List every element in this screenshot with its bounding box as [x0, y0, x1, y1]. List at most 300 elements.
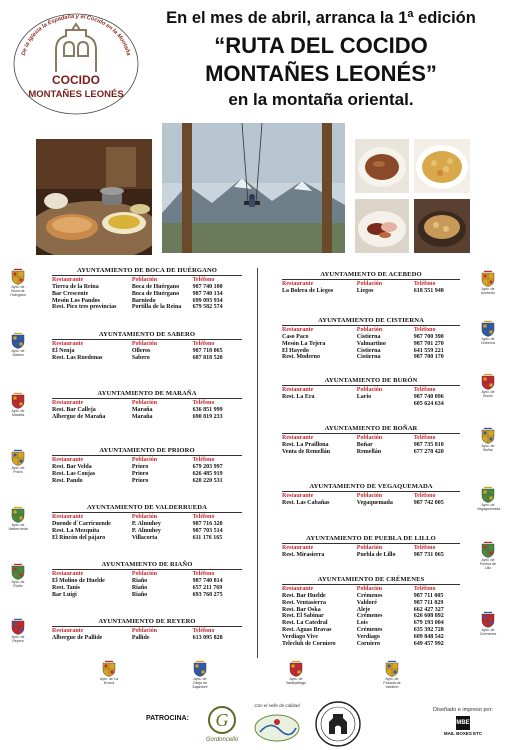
restaurant-town: Remellán	[356, 448, 382, 455]
restaurant-phone: 987 740 100	[192, 284, 223, 291]
coat-of-arms-reyero: Ayto. de Reyero	[7, 618, 29, 643]
coat-of-arms-prioro: Ayto. de Prioro	[7, 449, 29, 474]
restaurant-phone: 677 278 420	[413, 448, 444, 455]
table-header-row	[282, 493, 460, 500]
col-town: Población	[131, 571, 158, 578]
photo-soup	[355, 139, 409, 193]
table-row	[52, 471, 242, 478]
section-cremenes	[282, 577, 460, 647]
section-title: AYUNTAMIENTO DE SABERO	[52, 332, 242, 340]
table-row	[282, 394, 460, 401]
col-restaurant: Restaurante	[282, 545, 314, 552]
table-header-row	[52, 457, 242, 464]
restaurant-name: El Nenja	[52, 348, 75, 355]
col-town: Población	[131, 514, 158, 521]
section-title: AYUNTAMIENTO DE BOCA DE HUÉRGANO	[52, 268, 242, 276]
shield-icon	[11, 332, 25, 349]
restaurant-town: Lois	[356, 620, 368, 627]
table-row	[282, 620, 460, 627]
restaurant-town: Aleje	[356, 606, 371, 613]
section-title: AYUNTAMIENTO DE PUEBLA DE LILLO	[282, 536, 460, 544]
restaurant-phone: 620 220 531	[192, 477, 223, 484]
restaurant-phone: 690 819 233	[192, 413, 223, 420]
restaurant-name: Caso Paco	[282, 334, 309, 341]
restaurant-name: Tierra de la Reina	[52, 284, 99, 291]
svg-text:COCIDO: COCIDO	[52, 73, 100, 87]
restaurant-phone-2: 605 624 634	[413, 400, 444, 407]
restaurant-name: La Bolera de Liegos	[282, 288, 334, 295]
table-row	[282, 449, 460, 456]
restaurant-table	[52, 514, 242, 541]
gordoncello-logo	[197, 703, 247, 747]
col-phone: Teléfono	[413, 387, 436, 394]
coat-of-arms-riano: Ayto. de Riaño	[7, 563, 29, 588]
coat-of-arms-vegaquemada: Ayto. de Vegaquemada	[477, 486, 499, 511]
coat-of-arms-valderrueda: Ayto. de Valderrueda	[7, 506, 29, 531]
restaurant-table	[282, 327, 460, 361]
col-town: Población	[356, 281, 383, 288]
col-town: Población	[131, 457, 158, 464]
restaurant-phone: 987 711 029	[413, 599, 444, 606]
table-row	[52, 578, 242, 585]
restaurant-name: Rest. Las Ruedonas	[52, 354, 103, 361]
restaurant-phone: 987 700 390	[413, 334, 444, 341]
table-header-row	[52, 277, 242, 284]
quality-seal-logo	[252, 703, 302, 747]
section-title: AYUNTAMIENTO DE VEGAQUEMADA	[282, 484, 460, 492]
restaurant-name: Verdiago Vive	[282, 633, 318, 640]
restaurant-phone: 693 768 275	[192, 591, 223, 598]
section-title: AYUNTAMIENTO DE VALDERRUEDA	[52, 505, 242, 513]
shield-icon	[11, 618, 25, 635]
coat-of-arms-la-ercina: Ayto. de La Ercina	[98, 660, 120, 685]
section-reyero	[52, 619, 242, 642]
designed-by-label: Diseñado e impreso por:	[433, 707, 493, 713]
restaurant-town: Cistierna	[356, 347, 381, 354]
sponsor-label: PATROCINA:	[146, 715, 189, 722]
restaurant-phone: 611 176 165	[192, 534, 223, 541]
restaurant-name: Rest. Las Cabañas	[282, 500, 330, 507]
restaurant-name: El Molino de Huelde	[52, 578, 105, 585]
col-phone: Teléfono	[413, 327, 436, 334]
restaurant-town: Boñar	[356, 442, 373, 449]
table-header-row	[282, 586, 460, 593]
restaurant-name: Mesón La Tejera	[282, 340, 326, 347]
restaurant-name: Rest. Pando	[52, 477, 83, 484]
col-restaurant: Restaurante	[52, 400, 84, 407]
restaurant-phone: 987 703 514	[192, 527, 223, 534]
table-row	[52, 284, 242, 291]
shield-icon	[481, 541, 495, 558]
table-row	[282, 341, 460, 348]
restaurant-name: Rest. La Era	[282, 394, 315, 401]
church-seal-logo	[313, 700, 363, 748]
headline-line-2: “RUTA DEL COCIDO	[214, 33, 428, 58]
restaurant-table	[52, 628, 242, 642]
restaurant-phone: 987 700 170	[413, 354, 444, 361]
col-restaurant: Restaurante	[282, 387, 314, 394]
restaurant-table	[282, 435, 460, 455]
section-title: AYUNTAMIENTO DE CISTIERNA	[282, 318, 460, 326]
restaurant-town: Maraña	[131, 407, 153, 414]
col-phone: Teléfono	[192, 457, 215, 464]
restaurant-town: Crémenes	[356, 613, 383, 620]
photo-cocido-table	[36, 139, 152, 255]
restaurant-name: Venta de Remellán	[282, 448, 331, 455]
table-header-row	[282, 545, 460, 552]
col-restaurant: Restaurante	[52, 571, 84, 578]
restaurant-town: Valmartino	[356, 340, 386, 347]
table-row	[282, 354, 460, 361]
restaurant-name: Rest. Bar Velda	[52, 464, 92, 471]
col-phone: Teléfono	[413, 586, 436, 593]
restaurant-name: Rest. Mirasierra	[282, 552, 325, 559]
photo-meat-plate	[355, 199, 409, 253]
restaurant-phone: 626 485 919	[192, 470, 223, 477]
headline-line-4: en la montaña oriental.	[228, 90, 414, 109]
col-restaurant: Restaurante	[52, 457, 84, 464]
shield-icon	[481, 320, 495, 337]
section-cistierna	[282, 318, 460, 361]
table-row	[52, 348, 242, 355]
table-header-row	[282, 327, 460, 334]
coat-of-arms-posada-de-valdeon: Ayto. de Posada de Valdeón	[381, 660, 403, 690]
restaurant-town: Vegaquemada	[356, 500, 393, 507]
section-valderrueda	[52, 505, 242, 541]
col-restaurant: Restaurante	[52, 341, 84, 348]
section-prioro	[52, 448, 242, 484]
coat-of-arms-puebla-de-lillo: Ayto. de Puebla de Lillo	[477, 541, 499, 571]
restaurant-phone: 609 848 542	[413, 633, 444, 640]
photo-chickpeas	[414, 139, 470, 193]
section-title: AYUNTAMIENTO DE BURÓN	[282, 378, 460, 386]
table-row	[282, 442, 460, 449]
restaurant-town: Corniero	[356, 640, 380, 647]
restaurant-phone: 987 742 005	[413, 500, 444, 507]
restaurant-phone: 987 740 134	[192, 290, 223, 297]
table-row	[52, 528, 242, 535]
coat-of-arms-bonar: Ayto. de Boñar	[477, 427, 499, 452]
shield-icon	[11, 449, 25, 466]
restaurant-phone: 635 392 728	[413, 627, 444, 634]
table-row	[282, 401, 460, 408]
table-row	[52, 635, 242, 642]
section-title: AYUNTAMIENTO DE BOÑAR	[282, 426, 460, 434]
restaurant-town: Olleros	[131, 348, 151, 355]
col-town: Población	[131, 277, 158, 284]
section-boca-de-huergano	[52, 268, 242, 311]
restaurant-phone: 613 095 828	[192, 635, 223, 642]
table-row	[282, 334, 460, 341]
restaurant-table	[282, 493, 460, 507]
restaurant-phone: 987 735 810	[413, 442, 444, 449]
restaurant-phone: 641 559 221	[413, 347, 444, 354]
table-row	[282, 348, 460, 355]
cocido-logo	[10, 8, 142, 116]
table-row	[282, 288, 460, 295]
coat-of-arms-buron: Ayto. de Burón	[477, 373, 499, 398]
restaurant-town: Maraña	[131, 413, 153, 420]
col-phone: Teléfono	[192, 400, 215, 407]
restaurant-town: Portilla de la Reina	[131, 304, 182, 311]
section-marana	[52, 391, 242, 421]
col-phone: Teléfono	[413, 493, 436, 500]
restaurant-phone: 679 582 574	[192, 304, 223, 311]
restaurant-town: Puebla de Lillo	[356, 552, 396, 559]
shield-icon	[289, 660, 303, 677]
col-town: Población	[131, 628, 158, 635]
table-row	[282, 641, 460, 648]
restaurant-name: Rest. Pico tres provincias	[52, 304, 117, 311]
col-town: Población	[356, 387, 383, 394]
col-restaurant: Restaurante	[282, 586, 314, 593]
col-restaurant: Restaurante	[282, 493, 314, 500]
printer-credit	[420, 707, 506, 747]
shield-icon	[481, 486, 495, 503]
table-row	[282, 607, 460, 614]
col-town: Población	[356, 493, 383, 500]
restaurant-town: Boca de Huérgano	[131, 284, 180, 291]
table-row	[282, 627, 460, 634]
table-header-row	[52, 341, 242, 348]
table-row	[52, 414, 242, 421]
restaurant-town: Boca de Huérgano	[131, 290, 180, 297]
shield-icon	[102, 660, 116, 677]
col-town: Población	[356, 586, 383, 593]
section-vegaquemada	[282, 484, 460, 507]
table-header-row	[282, 387, 460, 394]
table-header-row	[52, 400, 242, 407]
restaurant-town: Riaño	[131, 578, 148, 585]
restaurant-phone: 662 427 327	[413, 606, 444, 613]
restaurant-phone: 618 551 948	[413, 288, 444, 295]
table-header-row	[52, 514, 242, 521]
col-phone: Teléfono	[413, 545, 436, 552]
restaurant-town: Valdoré	[356, 599, 377, 606]
restaurant-town: Prioro	[131, 470, 149, 477]
table-row	[52, 478, 242, 485]
restaurant-phone: 987 716 320	[192, 521, 223, 528]
restaurant-town: P. Almuhey	[131, 521, 161, 528]
col-town: Población	[131, 400, 158, 407]
restaurant-name: Albergue de Pallide	[52, 635, 103, 642]
section-title: AYUNTAMIENTO DE RIAÑO	[52, 562, 242, 570]
table-row	[282, 600, 460, 607]
col-phone: Teléfono	[192, 571, 215, 578]
table-row	[52, 592, 242, 599]
restaurant-town: Riaño	[131, 591, 148, 598]
restaurant-town: Sabero	[131, 354, 150, 361]
restaurant-name: Rest. Bar Calleja	[52, 407, 96, 414]
restaurant-name: Mesón Los Pandos	[52, 297, 101, 304]
restaurant-name: Rest. Las Conjas	[52, 470, 96, 477]
shield-icon	[481, 373, 495, 390]
restaurant-town: Cistierna	[356, 354, 381, 361]
restaurant-name: El Rincón del pájaro	[52, 534, 106, 541]
restaurant-table	[282, 281, 460, 295]
restaurant-table	[282, 387, 460, 407]
restaurant-table	[52, 457, 242, 484]
restaurant-name: Bar Crescente	[52, 290, 89, 297]
restaurant-town: Villacorta	[131, 534, 158, 541]
headline	[128, 8, 514, 111]
photo-mountain-swing	[162, 123, 345, 253]
restaurant-name: Rest. Tanis	[52, 584, 81, 591]
printer-name: MAIL BOXES ETC	[443, 731, 483, 736]
restaurant-name: Rest. Bar Oska	[282, 606, 321, 613]
restaurant-name: Rest. La Mezquita	[52, 527, 100, 534]
coat-of-arms-acebedo: Ayto. de Acebedo	[477, 270, 499, 295]
restaurant-table	[282, 545, 460, 559]
col-town: Población	[356, 327, 383, 334]
table-row	[52, 355, 242, 362]
restaurant-name: Bar Luigi	[52, 591, 77, 598]
restaurant-name: Albergue de Maraña	[52, 413, 106, 420]
table-row	[52, 585, 242, 592]
col-restaurant: Restaurante	[282, 327, 314, 334]
section-sabero	[52, 332, 242, 362]
col-restaurant: Restaurante	[52, 277, 84, 284]
col-phone: Teléfono	[192, 277, 215, 284]
section-title: AYUNTAMIENTO DE ACEBEDO	[282, 272, 460, 280]
coat-of-arms-marana: Ayto. de Maraña	[7, 392, 29, 417]
table-row	[282, 593, 460, 600]
restaurant-name: Rest. Moderno	[282, 354, 320, 361]
svg-text:De la Iglesia la Espadaña y el: De la Iglesia la Espadaña y el Cocido en la Montaña	[20, 13, 132, 57]
coat-of-arms-sabero: Ayto. de Sabero	[7, 332, 29, 357]
quality-seal-caption: Con el sello de calidad	[254, 703, 300, 708]
restaurant-phone: 987 740 096	[413, 394, 444, 401]
table-row	[52, 464, 242, 471]
section-title: AYUNTAMIENTO DE MARAÑA	[52, 391, 242, 399]
table-header-row	[52, 571, 242, 578]
restaurant-town: Prioro	[131, 477, 149, 484]
section-riano	[52, 562, 242, 598]
table-row	[52, 298, 242, 305]
restaurant-name: Rest. Bar Huelde	[282, 593, 326, 600]
restaurant-town: Riaño	[131, 584, 148, 591]
restaurant-town: Pallide	[131, 635, 150, 642]
col-phone: Teléfono	[192, 341, 215, 348]
shield-icon	[193, 660, 207, 677]
col-phone: Teléfono	[192, 628, 215, 635]
restaurant-phone: 649 457 992	[413, 640, 444, 647]
svg-text:G: G	[215, 710, 229, 730]
col-phone: Teléfono	[192, 514, 215, 521]
table-header-row	[282, 435, 460, 442]
restaurant-town: Cistierna	[356, 334, 381, 341]
column-divider	[257, 268, 258, 658]
table-header-row	[52, 628, 242, 635]
restaurant-phone: 679 193 004	[413, 620, 444, 627]
col-phone: Teléfono	[413, 281, 436, 288]
coat-of-arms-valdepielago: Ayto. de Valdepiélago	[285, 660, 307, 685]
section-title: AYUNTAMIENTO DE PRIORO	[52, 448, 242, 456]
restaurant-table	[52, 571, 242, 598]
photo-stew-bowl	[414, 199, 470, 253]
section-puebla-de-lillo	[282, 536, 460, 559]
col-restaurant: Restaurante	[282, 281, 314, 288]
restaurant-town: Crémenes	[356, 593, 383, 600]
restaurant-name: Telecluh de Corniero	[282, 640, 336, 647]
table-row	[282, 552, 460, 559]
col-restaurant: Restaurante	[52, 514, 84, 521]
shield-icon	[481, 427, 495, 444]
col-restaurant: Restaurante	[52, 628, 84, 635]
restaurant-phone: 687 818 520	[192, 354, 223, 361]
table-row	[52, 407, 242, 414]
gordoncello-name: Gordoncello	[205, 737, 239, 743]
table-row	[52, 521, 242, 528]
col-town: Población	[131, 341, 158, 348]
section-acebedo	[282, 272, 460, 295]
restaurant-name: El Hayedo	[282, 347, 309, 354]
restaurant-phone: 987 711 005	[413, 593, 444, 600]
restaurant-town: Verdiago	[356, 633, 380, 640]
coat-of-arms-cistierna: Ayto. de Cistierna	[477, 320, 499, 345]
coat-of-arms-oseja-de-sajambre: Ayto. de Oseja de Sajambre	[189, 660, 211, 690]
section-buron	[282, 378, 460, 408]
table-row	[52, 291, 242, 298]
restaurant-name: Rest. Ventasierra	[282, 599, 326, 606]
restaurant-phone: 636 851 999	[192, 407, 223, 414]
section-title: AYUNTAMIENTO DE REYERO	[52, 619, 242, 627]
col-restaurant: Restaurante	[282, 435, 314, 442]
restaurant-table	[52, 277, 242, 311]
restaurant-phone: 699 093 934	[192, 297, 223, 304]
shield-icon	[481, 270, 495, 287]
restaurant-name: Rest. Aguas Bravas	[282, 627, 332, 634]
table-row	[282, 613, 460, 620]
section-bonar	[282, 426, 460, 456]
restaurant-table	[52, 400, 242, 420]
shield-icon	[11, 392, 25, 409]
shield-icon	[11, 563, 25, 580]
restaurant-town: P. Almuhey	[131, 527, 161, 534]
restaurant-phone: 987 701 270	[413, 340, 444, 347]
shield-icon	[11, 268, 25, 285]
shield-icon	[11, 506, 25, 523]
col-town: Población	[356, 435, 383, 442]
restaurant-town: Crémenes	[356, 627, 383, 634]
table-row	[52, 304, 242, 311]
shield-icon	[385, 660, 399, 677]
restaurant-phone: 679 203 997	[192, 464, 223, 471]
restaurant-town: Lario	[356, 394, 372, 401]
restaurant-phone: 987 718 065	[192, 348, 223, 355]
mbe-logo-icon: MBE	[456, 716, 470, 730]
restaurant-town: Liegos	[356, 288, 374, 295]
restaurant-name: Rest. La Praillona	[282, 442, 329, 449]
section-title: AYUNTAMIENTO DE CRÉMENES	[282, 577, 460, 585]
headline-line-1: En el mes de abril, arranca la 1ª edición	[166, 9, 476, 27]
table-row	[52, 535, 242, 542]
restaurant-town: Prioro	[131, 464, 149, 471]
restaurant-name: Duende d´Carricuende	[52, 521, 111, 528]
coat-of-arms-cremenes: Ayto. de Crémenes	[477, 611, 499, 636]
restaurant-phone: 626 608 892	[413, 613, 444, 620]
restaurant-name: Rest. El Sabinar	[282, 613, 324, 620]
table-row	[282, 634, 460, 641]
restaurant-phone: 657 211 769	[192, 584, 223, 591]
table-row	[282, 500, 460, 507]
shield-icon	[481, 611, 495, 628]
col-phone: Teléfono	[413, 435, 436, 442]
restaurant-table	[282, 586, 460, 647]
col-town: Población	[356, 545, 383, 552]
restaurant-town: Barniedo	[131, 297, 156, 304]
svg-text:MONTAÑES LEONÉS: MONTAÑES LEONÉS	[28, 89, 124, 100]
